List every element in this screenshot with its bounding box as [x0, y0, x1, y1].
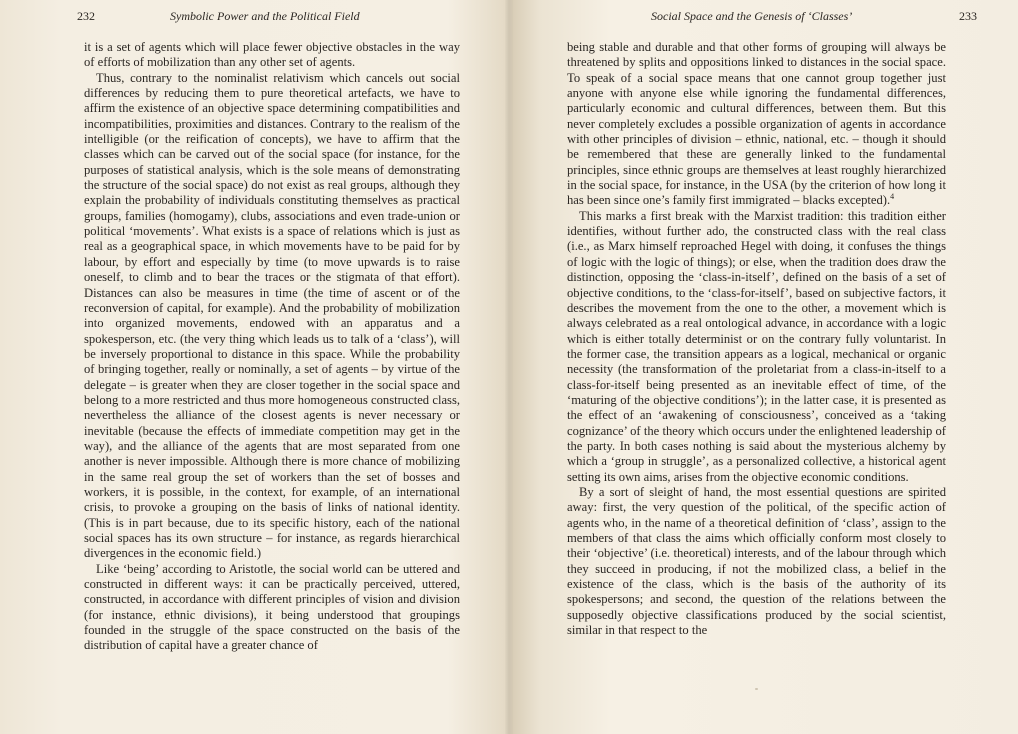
- paragraph: Like ‘being’ according to Aristotle, the social world can be uttered and constructed in different ways: it can be practically perceived, uttered, constructed, in accordance with different principles of vision and division (for instance, ethnic divisions), it being understood that groupings founded in the struggle of the space constructed on the basis of the distribution of capital have a greater chance of: [84, 561, 460, 653]
- running-title: Symbolic Power and the Political Field: [170, 9, 360, 23]
- page-number: 232: [77, 9, 95, 23]
- right-page-body: [567, 40, 946, 638]
- paragraph: it is a set of agents which will place fewer objective obstacles in the way of efforts of mobilization than any other set of agents.: [84, 40, 460, 70]
- footnote-marker[interactable]: 4: [890, 192, 895, 202]
- right-page: [513, 0, 1018, 734]
- running-title: Social Space and the Genesis of ‘Classes’: [651, 9, 853, 23]
- left-page: [0, 0, 505, 734]
- paragraph: [567, 40, 946, 209]
- page-number: 233: [959, 9, 977, 23]
- paragraph: By a sort of sleight of hand, the most essential questions are spirited away: first, the very question of the political, of the specific action of agents who, in the name of a theoretical definition of ‘class’, assign to the members of that class the aims which officially conform most closely to their ‘objective’ (i.e. theoretical) interests, and of the labour through which they succeed in producing, if not the mobilized class, a belief in the existence of the class, which is the basis of the authority of its spokespersons; and second, the question of the relations between the supposedly objective classifications produced by the social scientist, similar in that respect to the: [567, 484, 946, 638]
- paragraph: Thus, contrary to the nominalist relativism which cancels out social differences by reducing them to pure theoretical artefacts, we have to affirm the existence of an objective space determining compatibilities and incompatibilities, proximities and distances. Contrary to the realism of the intelligible (or the reification of concepts), we have to affirm that the classes which can be carved out of the social space (for instance, for the purposes of statistical analysis, which is the sole means of demonstrating the structure of the social space) do not exist as real groups, although they explain the probability of individuals constituting themselves as practical groups, families (homogamy), clubs, associations and even trade-union or political ‘movements’. What exists is a space of relations which is just as real as a geographical space, in which movements have to be paid for by labour, by effort and especially by time (to move upwards is to raise oneself, to climb and to bear the traces or the stigmata of that effort). Distances can also be measures in time (the time of ascent or of the reconversion of capital, for example). And the probability of mobilization into organized movements, endowed with an apparatus and a spokesperson, etc. (the very thing which leads us to talk of a ‘class’), will be inversely proportional to distance in this space. While the probability of bringing together, really or nominally, a set of agents – by virtue of the delegate – is greater when they are closer together in the social space and belong to a more restricted and thus more homogeneous constructed class, nevertheless the alliance of the closest agents is never necessary or inevitable (because the effects of immediate competition may get in the way), and the alliance of the agents that are most separated from one another is never impossible. Although there is more chance of mobilizing in the same real group the set of workers than the set of bosses and workers, it is possible, in the context, for example, of an international crisis, to provoke a grouping on the basis of links of national identity. (This is in part because, due to its specific history, each of the national social spaces has its own structure – for instance, as regards hierarchical divergences in the economic field.): [84, 70, 460, 561]
- left-page-body: [84, 40, 460, 654]
- paragraph: This marks a first break with the Marxist tradition: this tradition either identifies, without further ado, the constructed class with the real class (i.e., as Marx himself reproached Hegel with doing, it confuses the things of logic with the logic of things); or else, when the tradition does draw the distinction, opposing the ‘class-in-itself’, defined on the basis of a set of objective conditions, to the ‘class-for-itself’, based on subjective factors, it describes the movement from the one to the other, a movement which is always celebrated as a real ontological advance, in accordance with a logic which is either totally determinist or on the contrary fully voluntarist. In the former case, the transition appears as a logical, mechanical or organic necessity (the transformation of the proletariat from a class-in-itself to a class-for-itself being presented as an inevitable effect of time, of the ‘maturing of the objective conditions’); in the latter case, it is presented as the effect of an ‘awakening of consciousness’, conceived as a ‘taking cognizance’ of the theory which occurs under the enlightened leadership of the party. In both cases nothing is said about the mysterious alchemy by which a ‘group in struggle’, as a personalized collective, a historical agent setting its own aims, arises from the objective economic conditions.: [567, 208, 946, 484]
- paragraph-text: being stable and durable and that other forms of grouping will always be threatened by splits and oppositions linked to distances in the social space. To speak of a social space means that one cannot group together just anyone with anyone else while ignoring the fundamental differences, particularly economic and cultural differences, between them. But this never completely excludes a possible organization of agents in accordance with other principles of division – ethnic, national, etc. – though it should be remembered that these are generally linked to the fundamental principles, since ethnic groups are themselves at least roughly hierarchized in the social space, for instance, in the USA (by the criterion of how long it has been since one’s family first immigrated – blacks excepted).: [567, 40, 946, 208]
- book-gutter: [505, 0, 513, 734]
